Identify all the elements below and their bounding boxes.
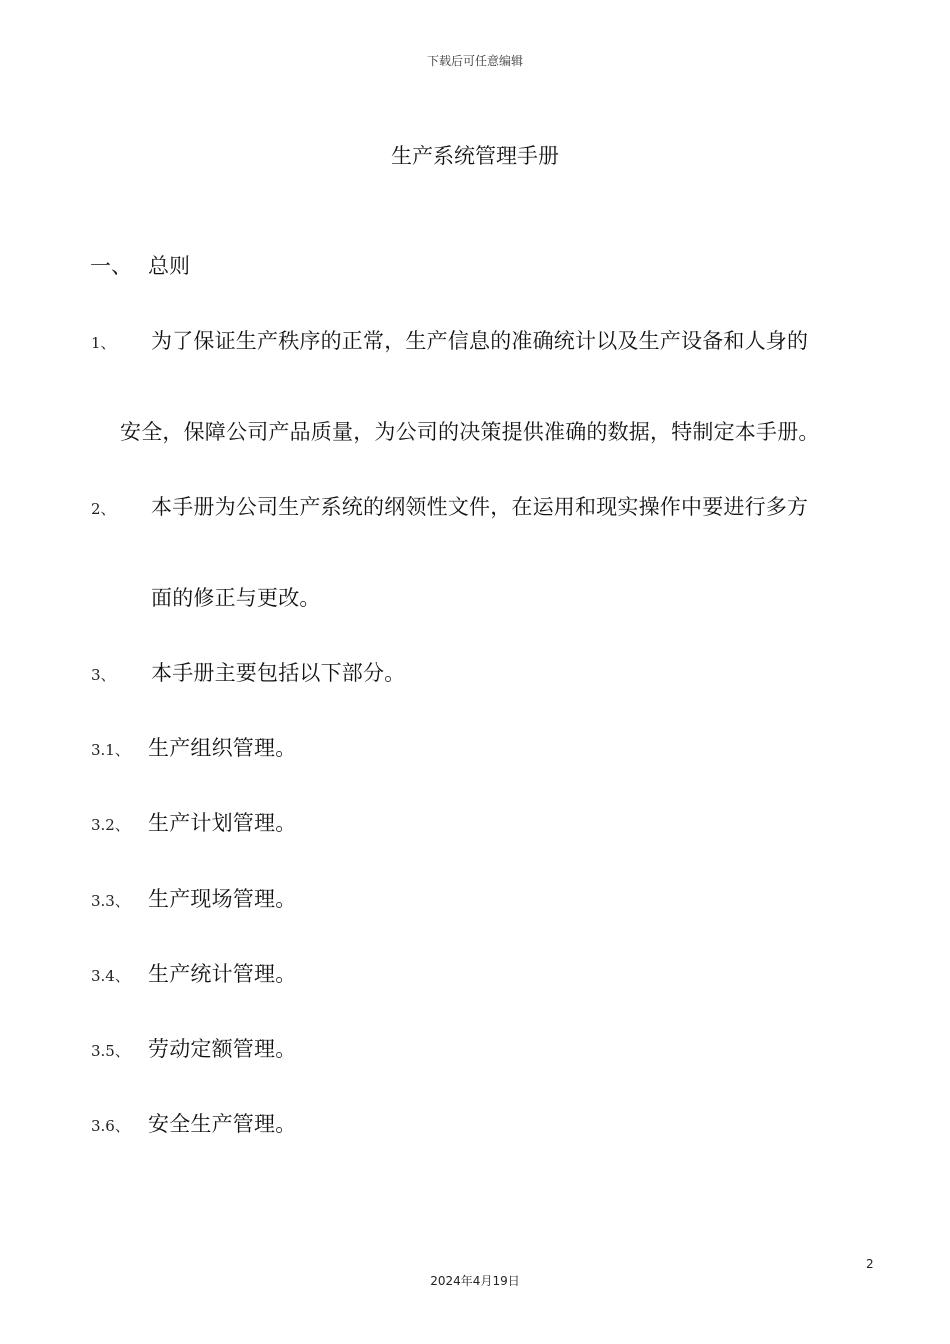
subitem-number: 3.6、 [91,1117,130,1135]
subitem-number: 3.1、 [91,741,130,759]
item-text-line: 本手册为公司生产系统的纲领性文件，在运用和现实操作中要进行多方 [151,495,809,519]
item-text-line: 安全，保障公司产品质量，为公司的决策提供准确的数据，特制定本手册。 [120,420,820,444]
page-number: 2 [866,1257,874,1271]
subitem-text: 安全生产管理。 [148,1112,297,1136]
subitem-text: 生产现场管理。 [148,887,297,911]
subitem-number: 3.3、 [91,892,130,910]
footer-date: 2024年4月19日 [430,1274,520,1288]
subitem-number: 3.5、 [91,1042,130,1060]
item-text-line: 为了保证生产秩序的正常，生产信息的准确统计以及生产设备和人身的 [151,329,809,353]
subitem-number: 3.4、 [91,967,130,985]
item-number: 3、 [91,666,116,684]
section-number: 一、 [90,254,132,278]
document-title: 生产系统管理手册 [391,144,559,168]
item-text-line: 面的修正与更改。 [151,586,321,610]
subitem-text: 生产组织管理。 [148,736,297,760]
subitem-number: 3.2、 [91,816,130,834]
subitem-text: 生产统计管理。 [148,962,297,986]
subitem-text: 生产计划管理。 [148,811,297,835]
section-heading: 总则 [148,254,190,278]
item-number: 1、 [91,334,116,352]
header-note: 下载后可任意编辑 [426,54,523,68]
item-text-line: 本手册主要包括以下部分。 [151,661,406,685]
subitem-text: 劳动定额管理。 [148,1037,297,1061]
item-number: 2、 [91,500,116,518]
